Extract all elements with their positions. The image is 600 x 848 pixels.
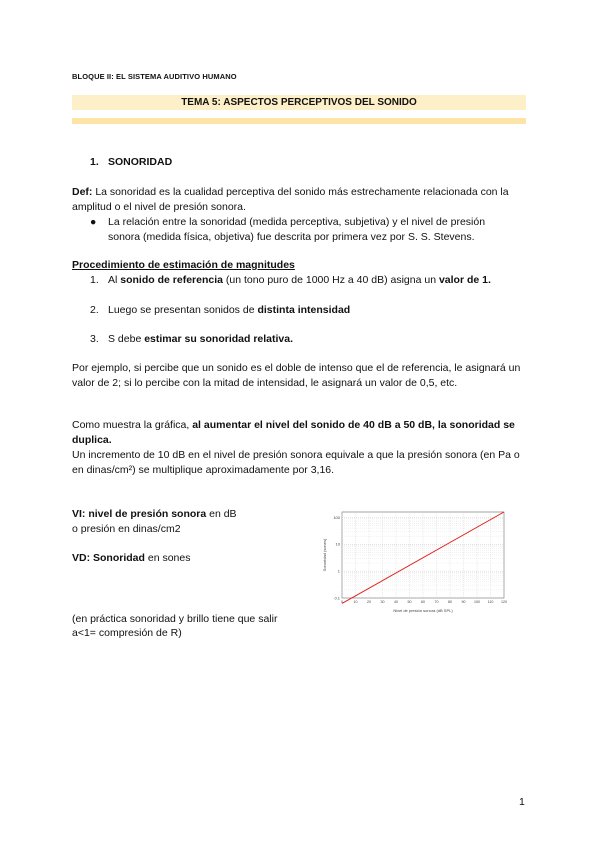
vd-bold: : Sonoridad (86, 552, 145, 564)
x-tick-label: 120 (501, 600, 507, 604)
vi-line (72, 507, 237, 522)
definition-label: Def: (72, 186, 93, 198)
step-bold: estimar su sonoridad relativa. (144, 333, 294, 345)
x-tick-label: 80 (448, 600, 452, 604)
x-tick-label: 90 (461, 600, 466, 604)
example-paragraph: Por ejemplo, si percibe que un sonido es el doble de intenso que el de referencia, le asignará un valor de 2; si lo percibe con la mitad de intensidad, le asignará un valor de 0,5, etc. (72, 362, 521, 389)
x-tick-labels (341, 600, 507, 604)
page-number: 1 (519, 796, 525, 808)
vi-label: VI (72, 508, 82, 520)
section-name: SONORIDAD (108, 156, 173, 168)
y-tick-label: 1 (337, 568, 340, 574)
title-underline (72, 118, 526, 124)
loudness-chart (320, 508, 508, 614)
definition-bullet (90, 215, 520, 245)
step-text: S debe (108, 333, 145, 345)
definition-text: La sonoridad es la cualidad perceptiva del sonido más estrechamente relacionada con la amplitud o el nivel de presión sonora. (72, 186, 509, 213)
step-bold: sonido de referencia (120, 274, 223, 286)
x-tick-label: 70 (434, 600, 439, 604)
x-axis-label: Nivel de presión sonora (dB SPL) (393, 608, 453, 613)
graph-text-2: Un incremento de 10 dB en el nivel de presión sonora equivale a que la presión sonora (en Pa o en dinas/cm²) se multiplique aproximadamente por 3,16. (72, 449, 520, 476)
page-title: TEMA 5: ASPECTOS PERCEPTIVOS DEL SONIDO (181, 97, 417, 108)
step-text: Al (108, 274, 121, 286)
procedure-heading (72, 258, 295, 273)
procedure-step-1 (90, 273, 530, 288)
step-number: 3. (90, 333, 99, 345)
x-tick-label: 110 (487, 600, 494, 604)
x-tick-label: 50 (407, 600, 412, 604)
step-bold: distinta intensidad (257, 304, 351, 316)
vd-label: VD (72, 552, 87, 564)
vi-bold: : nivel de presión sonora (81, 508, 207, 520)
section-number: 1. (90, 156, 99, 168)
graph-paragraph (72, 418, 532, 478)
graph-text: Como muestra la gráfica, (72, 419, 193, 431)
step-text: Luego se presentan sonidos de (108, 304, 258, 316)
note-line-1: (en práctica sonoridad y brillo tiene que salir (72, 613, 278, 625)
y-axis-label: Sonoridad (sones) (322, 538, 327, 572)
vd-rest: en sones (144, 552, 191, 564)
y-tick-label: 0.1 (334, 595, 340, 601)
step-bold: valor de 1. (438, 274, 491, 286)
y-tick-labels (333, 515, 340, 601)
section-heading (90, 156, 172, 168)
bullet-text: La relación entre la sonoridad (medida perceptiva, subjetiva) y el nivel de presión sonora (medida física, objetiva) fue descrita por primera vez por S. S. Stevens. (108, 216, 486, 243)
x-tick-label: 10 (353, 600, 358, 604)
procedure-heading-text: Procedimiento de estimación de magnitudes (72, 259, 295, 271)
vi-rest: en dB (206, 508, 237, 520)
procedure-step-3 (90, 332, 293, 347)
x-tick-label: 0 (341, 600, 343, 604)
procedure-step-2 (90, 303, 350, 318)
bullet-dot-icon: ● (90, 216, 97, 228)
x-tick-label: 20 (367, 600, 371, 604)
y-tick-label: 100 (333, 514, 340, 520)
vd-line (72, 551, 190, 566)
step-number: 1. (90, 274, 99, 286)
block-header: BLOQUE II: EL SISTEMA AUDITIVO HUMANO (72, 72, 237, 81)
note-line-2: a<1= compresión de R) (72, 627, 182, 639)
step-number: 2. (90, 304, 99, 316)
step-text: (un tono puro de 1000 Hz a 40 dB) asigna un (222, 274, 439, 286)
x-tick-label: 40 (394, 600, 398, 604)
x-tick-label: 30 (380, 600, 385, 604)
x-tick-label: 100 (474, 600, 480, 604)
y-tick-label: 10 (335, 541, 340, 547)
graph-bold: al aumentar el nivel del sonido de 40 dB a 50 dB, la sonoridad se duplica. (72, 419, 515, 446)
vi-line-2: o presión en dinas/cm2 (72, 523, 181, 535)
definition-paragraph (72, 185, 532, 215)
x-tick-label: 60 (421, 600, 425, 604)
